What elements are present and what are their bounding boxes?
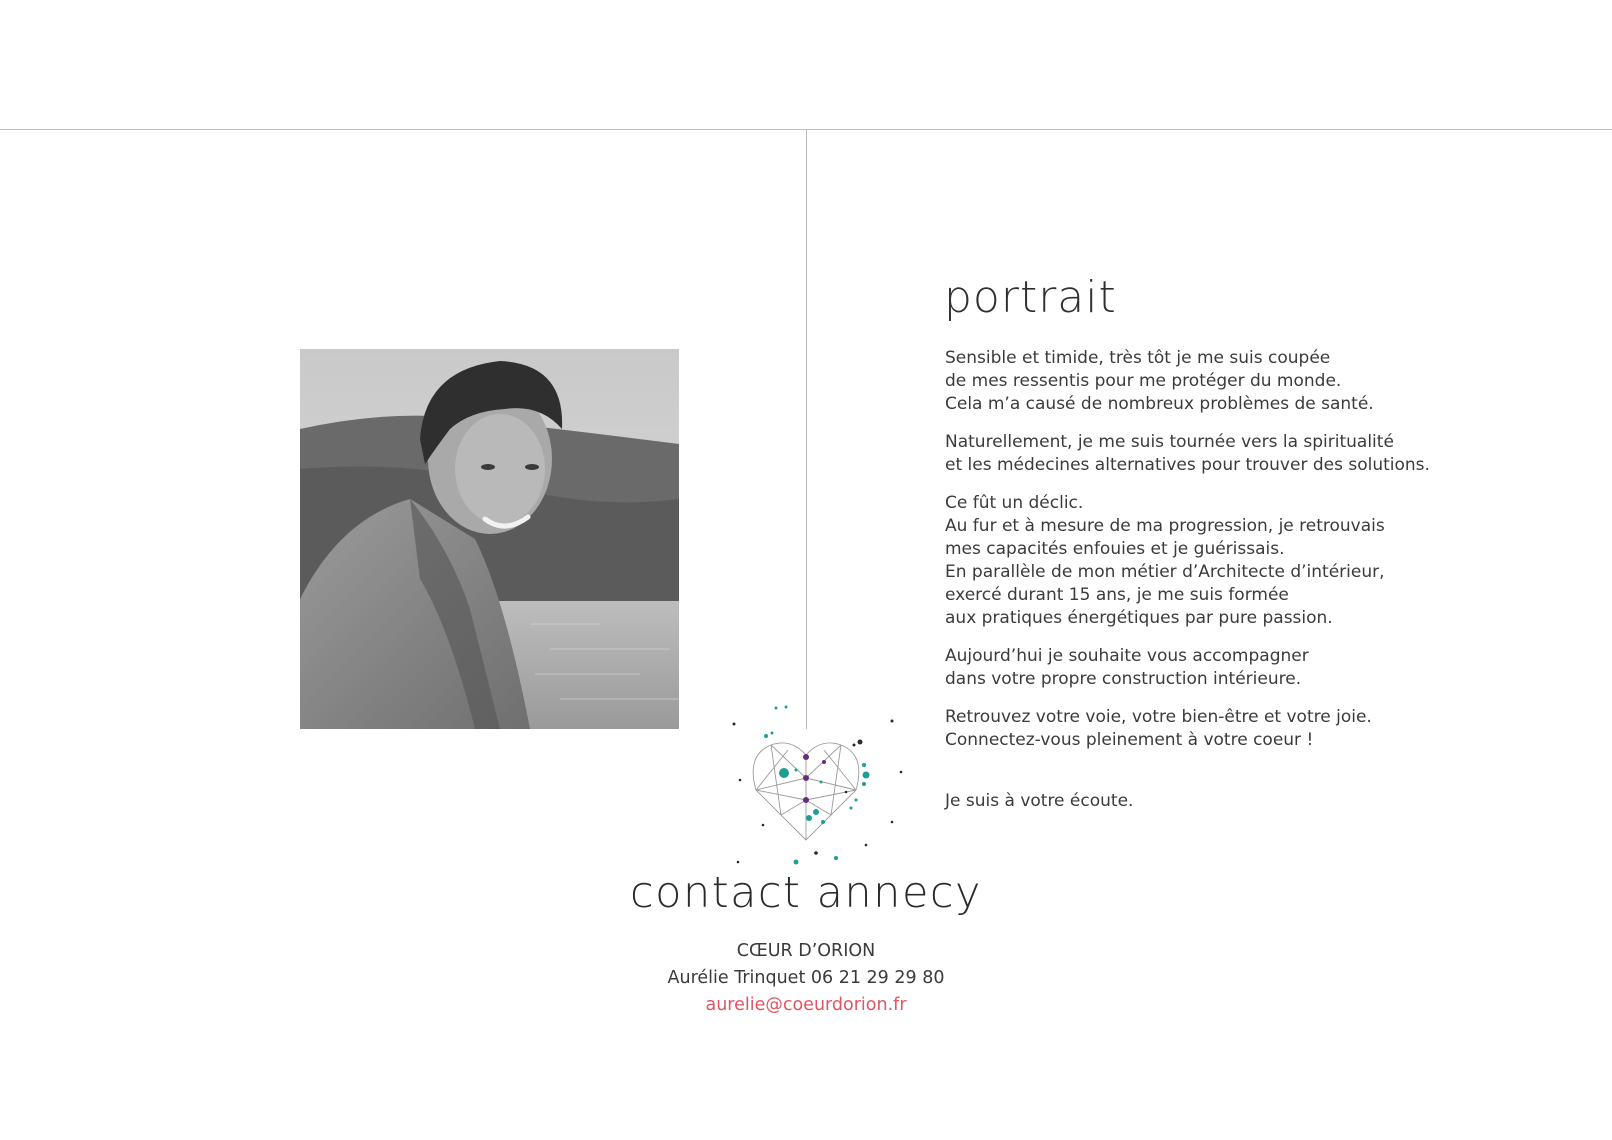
portrait-heading: portrait	[944, 272, 1117, 323]
bio-line: dans votre propre construction intérieure.	[945, 669, 1302, 689]
bio-line: et les médecines alternatives pour trouver des solutions.	[945, 455, 1430, 475]
bio-paragraph	[945, 706, 1585, 752]
portrait-bio	[945, 347, 1585, 828]
center-divider	[806, 129, 807, 729]
bio-line: Connectez-vous pleinement à votre coeur !	[945, 730, 1314, 750]
company-name: CŒUR D’ORION	[736, 941, 876, 961]
bio-line: Ce fût un déclic.	[945, 493, 1084, 513]
bio-line: Sensible et timide, très tôt je me suis coupée	[945, 348, 1331, 368]
bio-line: Aujourd’hui je souhaite vous accompagner	[945, 646, 1309, 666]
bio-line: Je suis à votre écoute.	[945, 791, 1134, 811]
bio-paragraph	[945, 767, 1585, 813]
bio-paragraph	[945, 347, 1585, 416]
bio-line: Retrouvez votre voie, votre bien-être et votre joie.	[945, 707, 1372, 727]
bio-paragraph	[945, 431, 1585, 477]
bio-paragraph	[945, 492, 1585, 630]
bio-line: Cela m’a causé de nombreux problèmes de santé.	[945, 394, 1374, 414]
bio-paragraph	[945, 645, 1585, 691]
contact-heading: contact annecy	[630, 868, 982, 918]
contact-details	[0, 938, 1612, 1019]
geometric-heart-logo-icon	[726, 700, 916, 875]
contact-person-phone: Aurélie Trinquet 06 21 29 29 80	[667, 968, 945, 988]
bio-line: mes capacités enfouies et je guérissais.	[945, 539, 1285, 559]
bio-line: de mes ressentis pour me protéger du monde.	[945, 371, 1342, 391]
bio-line: exercé durant 15 ans, je me suis formée	[945, 585, 1289, 605]
bio-line: Naturellement, je me suis tournée vers la spiritualité	[945, 432, 1394, 452]
bio-line	[945, 767, 1585, 790]
bio-line: En parallèle de mon métier d’Architecte d’intérieur,	[945, 562, 1385, 582]
email-link[interactable]: aurelie@coeurdorion.fr	[705, 995, 907, 1015]
bio-line: aux pratiques énergétiques par pure passion.	[945, 608, 1333, 628]
bio-line: Au fur et à mesure de ma progression, je retrouvais	[945, 516, 1385, 536]
portrait-photo	[300, 349, 679, 729]
